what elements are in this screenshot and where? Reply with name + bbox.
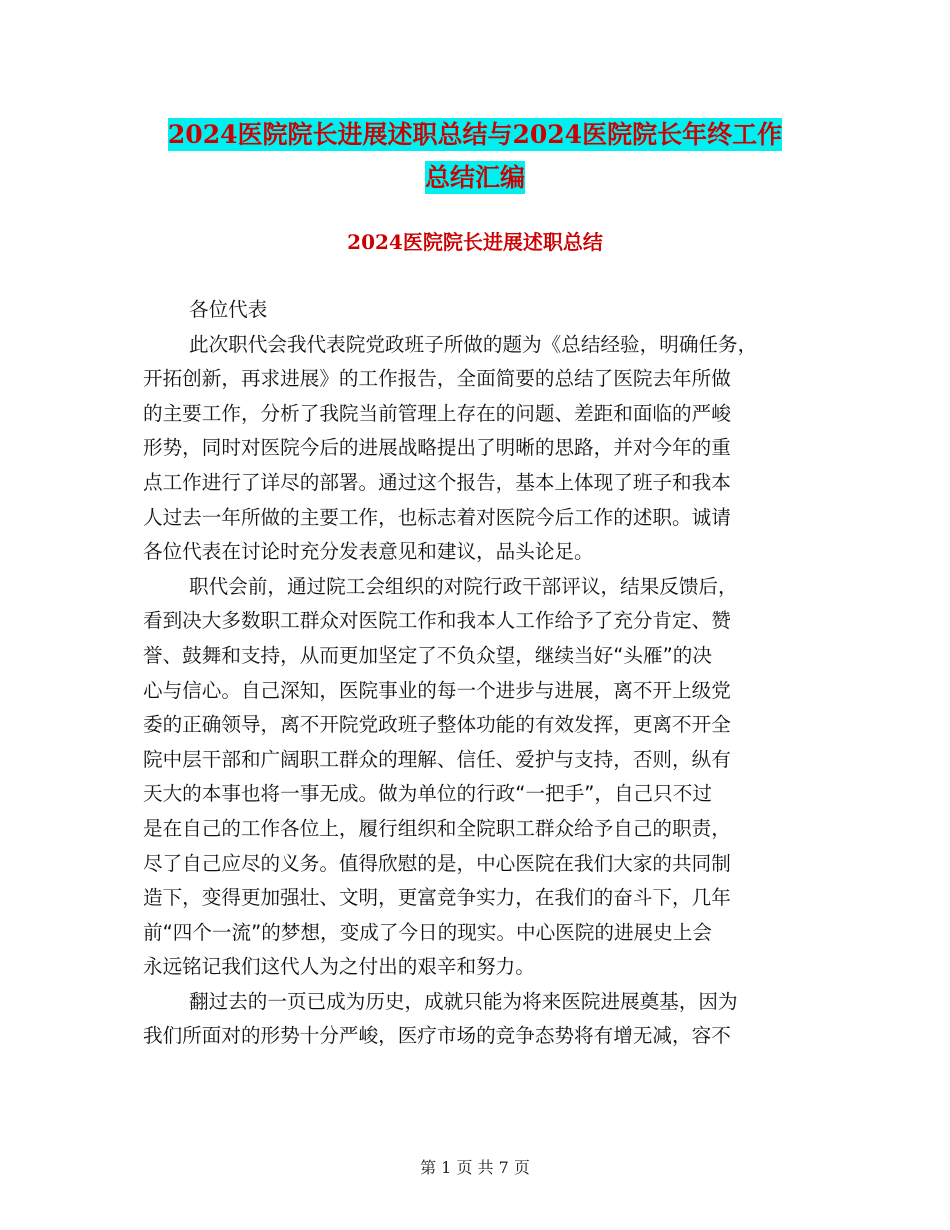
text-line: 开拓创新，再求进展》的工作报告，全面简要的总结了医院去年所做 xyxy=(143,367,731,391)
text-line: 人过去一年所做的主要工作，也标志着对医院今后工作的述职。诚请 xyxy=(143,505,731,529)
text-line: 誉、鼓舞和支持，从而更加坚定了不负众望，继续当好“头雁”的决 xyxy=(143,643,712,667)
text-line: 的主要工作，分析了我院当前管理上存在的问题、差距和面临的严峻 xyxy=(143,401,731,425)
text-line: 此次职代会我代表院党政班子所做的题为《总结经验，明确任务， xyxy=(189,332,758,356)
text-line: 我们所面对的形势十分严峻，医疗市场的竞争态势将有增无减，容不 xyxy=(143,1024,731,1048)
text-line: 永远铭记我们这代人为之付出的艰辛和努力。 xyxy=(143,955,535,979)
document-title-line-1: 2024医院院长进展述职总结与2024医院院长年终工作 xyxy=(167,120,783,149)
text-line: 天大的本事也将一事无成。做为单位的行政“一把手”，自己只不过 xyxy=(143,782,712,806)
text-line: 委的正确领导，离不开院党政班子整体功能的有效发挥，更离不开全 xyxy=(143,713,731,737)
text-line: 翻过去的一页已成为历史，成就只能为将来医院进展奠基，因为 xyxy=(189,989,738,1013)
document-title-line-2: 总结汇编 xyxy=(424,163,525,192)
text-line: 职代会前，通过院工会组织的对院行政干部评议，结果反馈后， xyxy=(189,574,738,598)
text-line: 点工作进行了详尽的部署。通过这个报告，基本上体现了班子和我本 xyxy=(143,470,731,494)
text-line: 前“四个一流”的梦想，变成了今日的现实。中心医院的进展史上会 xyxy=(143,920,712,944)
text-line: 心与信心。自己深知，医院事业的每一个进步与进展，离不开上级党 xyxy=(143,678,731,702)
text-line: 各位代表 xyxy=(189,298,268,321)
text-line: 造下，变得更加强壮、文明，更富竞争实力，在我们的奋斗下，几年 xyxy=(143,886,731,910)
text-line: 各位代表在讨论时充分发表意见和建议，品头论足。 xyxy=(143,540,594,564)
text-line: 尽了自己应尽的义务。值得欣慰的是，中心医院在我们大家的共同制 xyxy=(143,851,731,875)
body-text xyxy=(143,293,807,1054)
text-line: 是在自己的工作各位上，履行组织和全院职工群众给予自己的职责， xyxy=(143,816,731,840)
text-line: 院中层干部和广阔职工群众的理解、信任、爱护与支持，否则，纵有 xyxy=(143,747,731,771)
section-title: 2024医院院长进展述职总结 xyxy=(347,230,603,254)
text-line: 形势，同时对医院今后的进展战略提出了明晰的思路，并对今年的重 xyxy=(143,436,731,460)
text-line: 看到决大多数职工群众对医院工作和我本人工作给予了充分肯定、赞 xyxy=(143,609,731,633)
page-footer: 第 1 页 共 7 页 xyxy=(420,1158,530,1177)
